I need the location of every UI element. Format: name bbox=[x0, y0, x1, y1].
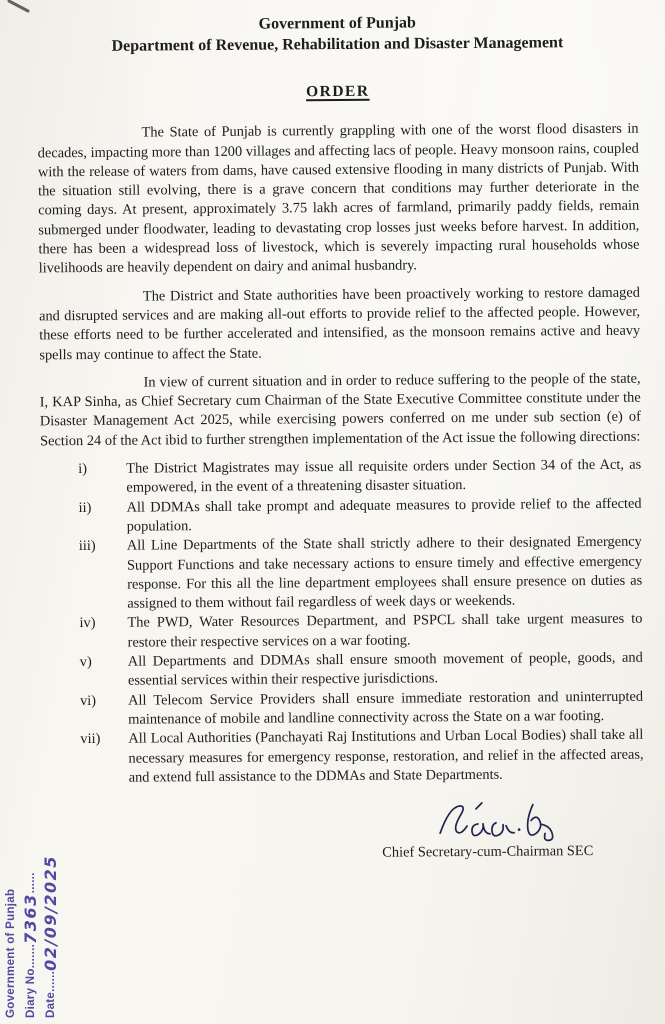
paragraph-powers-preamble: In view of current situation and in order to reduce suffering to the people of the state, I, KAP Sinha, as Chief Secretary cum Chairman of the State Executive Committee constitute under the Disaster Management Act 2025, while exercising powers conferred on me under sub section (e) of Section 24 of the Act ibid to further strengthen implementation of the Act issue the following directions: bbox=[39, 370, 641, 450]
signature-scribble-icon bbox=[434, 798, 574, 843]
document-header bbox=[37, 6, 638, 58]
stamp-diary-dots: ...... bbox=[25, 872, 37, 894]
direction-text: All Telecom Service Providers shall ensure immediate restoration and uninterrupted maintenance of mobile and landline connectivity across the State on a war footing. bbox=[128, 688, 644, 728]
order-heading bbox=[37, 80, 638, 104]
document-body bbox=[37, 6, 645, 866]
direction-item-5 bbox=[42, 649, 643, 692]
direction-text: All Local Authorities (Panchayati Raj Institutions and Urban Local Bodies) shall take all necessary measures for emergency response, restoration, and relief in the affected areas, and extend full assistance to the DDMAs and State Departments. bbox=[128, 726, 644, 786]
direction-item-6 bbox=[42, 687, 643, 730]
stamp-date-line bbox=[41, 832, 61, 1018]
stamp-diary-line bbox=[21, 832, 41, 1018]
header-line-department: Department of Revenue, Rehabilitation and Disaster Management bbox=[111, 33, 564, 55]
stamp-date-label: Date...... bbox=[45, 970, 57, 1018]
direction-text: All DDMAs shall take prompt and adequate measures to provide relief to the affected population. bbox=[126, 495, 642, 535]
direction-text: All Line Departments of the State shall strictly adhere to their designated Emergency Support Functions and take necessary actions to ensure timely and effective emergency response. For this all the line department employees shall ensure presence on duties as assigned to them without fail regardless of week days or weekends. bbox=[126, 533, 643, 612]
stamp-government-line: Government of Punjab bbox=[5, 888, 17, 1018]
direction-item-3 bbox=[41, 533, 643, 615]
direction-marker: vi) bbox=[80, 692, 97, 709]
direction-text: All Departments and DDMAs shall ensure smooth movement of people, goods, and essential services within their respective jurisdictions. bbox=[127, 649, 643, 689]
paragraph-authorities-efforts: The District and State authorities have been proactively working to restore damaged and disrupted services and are making all-out efforts to provide relief to the affected people. However, these efforts need to be further accelerated and intensified, as the monsoon remains active and heavy spells may continue to affect the State. bbox=[38, 284, 641, 363]
stamp-diary-label: Diary No....... bbox=[25, 943, 37, 1018]
direction-item-7 bbox=[42, 726, 643, 789]
direction-item-1 bbox=[40, 456, 641, 499]
signatory-designation: Chief Secretary-cum-Chairman SEC bbox=[382, 843, 594, 861]
header-line-government: Government of Punjab bbox=[258, 14, 416, 33]
signature-block bbox=[382, 798, 644, 863]
direction-text: The PWD, Water Resources Department, and PSPCL shall take urgent measures to restore their respective services on a war footing. bbox=[127, 611, 643, 651]
direction-item-2 bbox=[40, 494, 641, 537]
direction-marker: vii) bbox=[80, 731, 101, 748]
order-heading-text: ORDER bbox=[305, 82, 370, 101]
directions-list bbox=[40, 456, 644, 789]
direction-marker: iii) bbox=[78, 538, 96, 555]
diary-receipt-stamp bbox=[2, 832, 61, 1018]
direction-marker: v) bbox=[79, 653, 92, 671]
stamp-date-value: 02/09/2025 bbox=[41, 855, 60, 971]
direction-marker: iv) bbox=[79, 615, 96, 632]
direction-marker: i) bbox=[78, 461, 88, 478]
direction-item-4 bbox=[41, 610, 642, 653]
stamp-diary-number: 7363 bbox=[21, 893, 40, 944]
paragraph-flood-situation: The State of Punjab is currently grappling with one of the worst flood disasters in decades, impacting more than 1200 villages and affecting lacs of people. Heavy monsoon rains, coupled with the release of waters from dams, have caused extensive flooding in many districts of Punjab. With the situation still evolving, there is a grave concern that conditions may further deteriorate in the coming days. At present, approximately 3.75 lakh acres of farmland, primarily paddy fields, remain submerged under floodwater, leading to devastating crop losses just weeks before harvest. In addition, there has been a widespread loss of livestock, which is severely impacting rural households whose livelihoods are heavily dependent on dairy and animal husbandry. bbox=[37, 120, 640, 277]
direction-marker: ii) bbox=[78, 499, 92, 516]
direction-text: The District Magistrates may issue all requisite orders under Section 34 of the Act, as empowered, in the event of a threatening disaster situation. bbox=[126, 456, 642, 497]
